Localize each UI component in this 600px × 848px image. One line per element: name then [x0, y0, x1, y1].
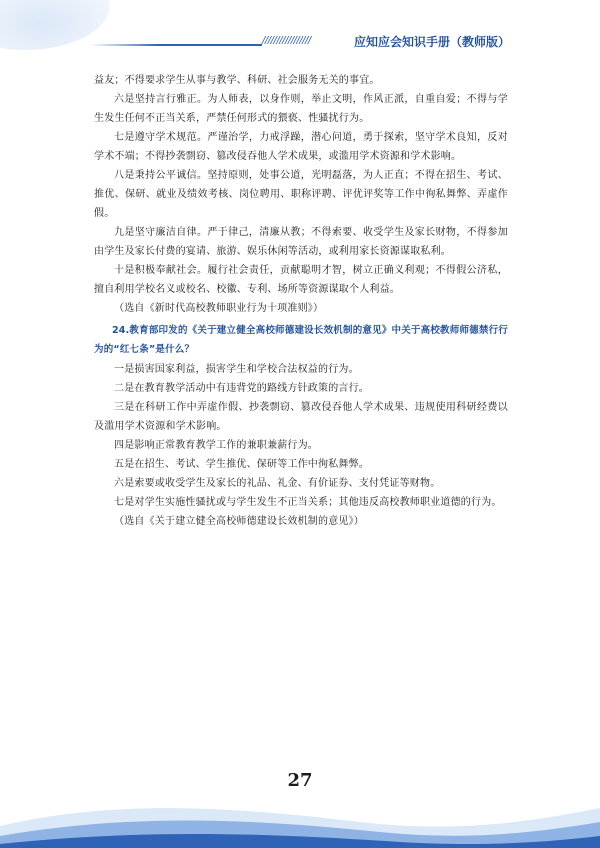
- paragraph: 六是索要或收受学生及家长的礼品、礼金、有价证券、支付凭证等财物。: [114, 478, 441, 489]
- header-corner-decoration: [0, 0, 110, 50]
- paragraph: 七是对学生实施性骚扰或与学生发生不正当关系；其他违反高校教师职业道德的行为。: [114, 497, 502, 508]
- paragraph: 九是坚守廉洁自律。严于律己，清廉从教；不得索要、收受学生及家长财物，不得参加由学生及家长付费的宴请、旅游、娱乐休闲等活动，或利用家长资源谋取私利。: [94, 227, 508, 257]
- paragraph: 三是在科研工作中弄虚作假、抄袭剽窃、篡改侵吞他人学术成果、违规使用科研经费以及滥用学术资源和学术影响。: [94, 402, 508, 432]
- source-citation: （选自《关于建立健全高校师德建设长效机制的意见》）: [114, 516, 364, 527]
- paragraph: 六是坚持言行雅正。为人师表，以身作则，举止文明，作风正派，自重自爱；不得与学生发生任何不正当关系，严禁任何形式的猥亵、性骚扰行为。: [94, 94, 508, 124]
- page-number: 27: [287, 770, 313, 791]
- paragraph: 七是遵守学术规范。严谨治学，力戒浮躁，潜心问道，勇于探索，坚守学术良知，反对学术不端；不得抄袭剽窃、篡改侵吞他人学术成果，或滥用学术资源和学术影响。: [94, 132, 508, 162]
- footer-wave-decoration: [0, 768, 600, 848]
- paragraph: 益友；不得要求学生从事与教学、科研、社会服务无关的事宜。: [94, 75, 380, 86]
- paragraph: 四是影响正常教育教学工作的兼职兼薪行为。: [114, 440, 318, 451]
- source-citation: （选自《新时代高校教师职业行为十项准则》）: [114, 303, 324, 314]
- paragraph: 一是损害国家利益，损害学生和学校合法权益的行为。: [114, 364, 359, 375]
- paragraph: 八是秉持公平诚信。坚持原则，处事公道，光明磊落，为人正直；不得在招生、考试、推优、保研、就业及绩效考核、岗位聘用、职称评聘、评优评奖等工作中徇私舞弊、弄虚作假。: [94, 170, 508, 219]
- paragraph: 十是积极奉献社会。履行社会责任，贡献聪明才智，树立正确义利观；不得假公济私，擅自利用学校名义或校名、校徽、专利、场所等资源谋取个人利益。: [94, 265, 508, 295]
- header-rule: [90, 44, 262, 46]
- page-body: [94, 71, 508, 531]
- paragraph: 五是在招生、考试、学生推优、保研等工作中徇私舞弊。: [114, 459, 369, 470]
- question-heading: 24.教育部印发的《关于建立健全高校师德建设长效机制的意见》中关于高校教师师德禁行行为的“红七条”是什么？: [94, 325, 508, 355]
- header-slashes: /////////////////: [262, 35, 311, 46]
- header-title: 应知应会知识手册（教师版）: [354, 35, 511, 49]
- paragraph: 二是在教育教学活动中有违背党的路线方针政策的言行。: [114, 383, 369, 394]
